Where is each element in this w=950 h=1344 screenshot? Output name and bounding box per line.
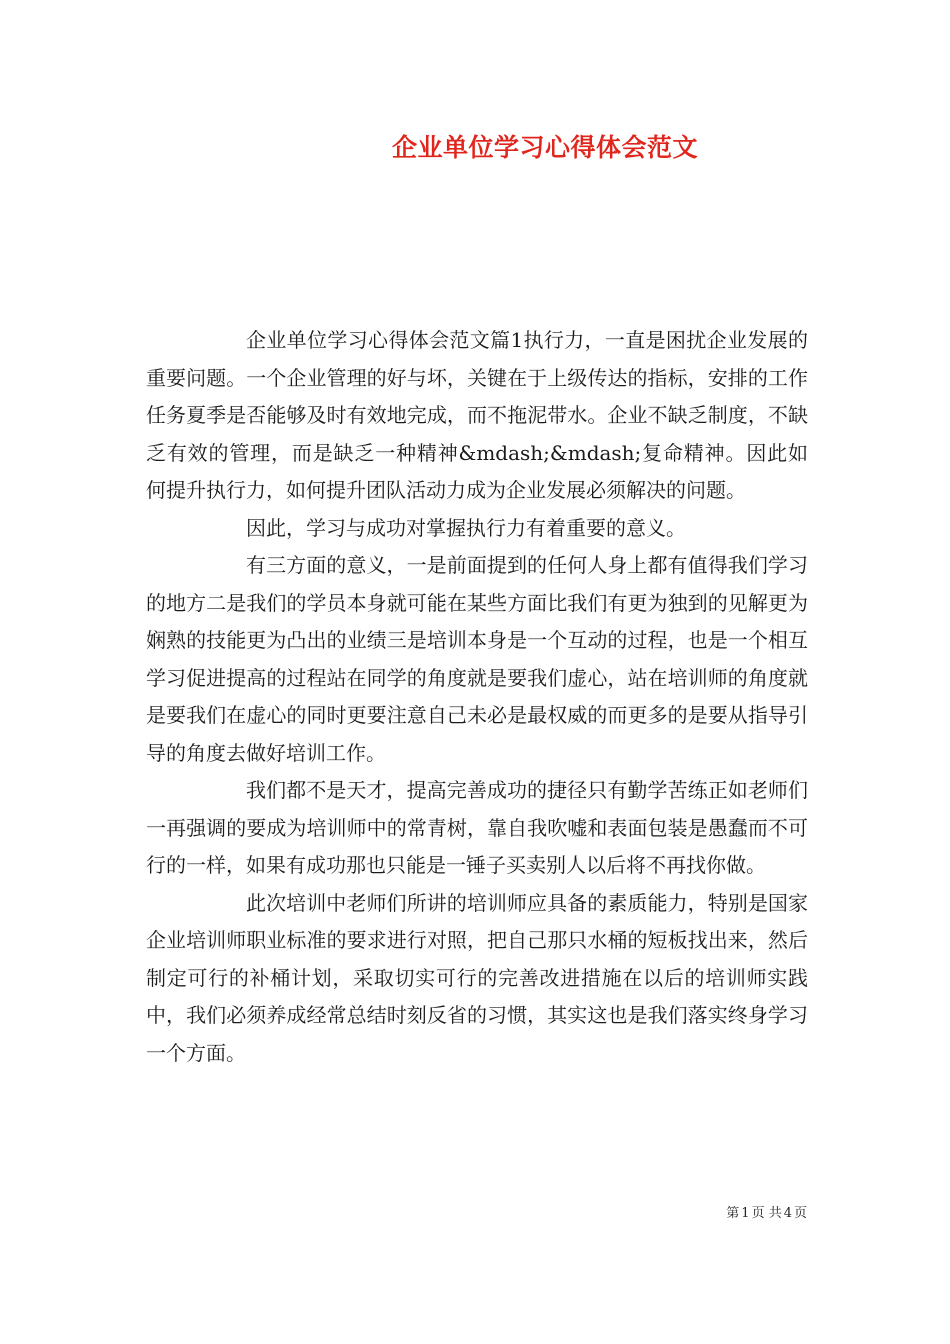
document-title: 企业单位学习心得体会范文: [391, 133, 698, 162]
footer-total-pages: 4: [783, 1206, 792, 1221]
footer-suffix: 页: [793, 1206, 807, 1221]
paragraph: 企业单位学习心得体会范文篇1执行力，一直是困扰企业发展的重要问题。一个企业管理的好与坏，关键在于上级传达的指标，安排的工作任务夏季是否能够及时有效地完成，而不拖泥带水。企业不缺乏制度，不缺乏有效的管理，而是缺乏一种精神&mdash;&mdash;复命精神。因此如何提升执行力，如何提升团队活动力成为企业发展必须解决的问题。: [146, 328, 808, 502]
paragraph: 此次培训中老师们所讲的培训师应具备的素质能力，特别是国家企业培训师职业标准的要求进行对照，把自己那只水桶的短板找出来，然后制定可行的补桶计划，采取切实可行的完善改进措施在以后的培训师实践中，我们必须养成经常总结时刻反省的习惯，其实这也是我们落实终身学习一个方面。: [146, 890, 808, 1065]
document-body: [146, 322, 808, 1072]
paragraph: 我们都不是天才，提高完善成功的捷径只有勤学苦练正如老师们一再强调的要成为培训师中的常青树，靠自我吹嘘和表面包装是愚蠢而不可行的一样，如果有成功那也只能是一锤子买卖别人以后将不再找你做。: [146, 778, 808, 877]
footer-prefix: 第: [726, 1206, 740, 1221]
footer-current-page: 1: [741, 1206, 750, 1221]
paragraph: 有三方面的意义，一是前面提到的任何人身上都有值得我们学习的地方二是我们的学员本身就可能在某些方面比我们有更为独到的见解更为娴熟的技能更为凸出的业绩三是培训本身是一个互动的过程，也是一个相互学习促进提高的过程站在同学的角度就是要我们虚心，站在培训师的角度就是要我们在虚心的同时更要注意自己未必是最权威的而更多的是要从指导引导的角度去做好培训工作。: [146, 553, 808, 765]
footer-middle: 页 共: [751, 1206, 782, 1221]
page-number-footer: [725, 1202, 808, 1221]
paragraph: 因此，学习与成功对掌握执行力有着重要的意义。: [246, 515, 686, 540]
